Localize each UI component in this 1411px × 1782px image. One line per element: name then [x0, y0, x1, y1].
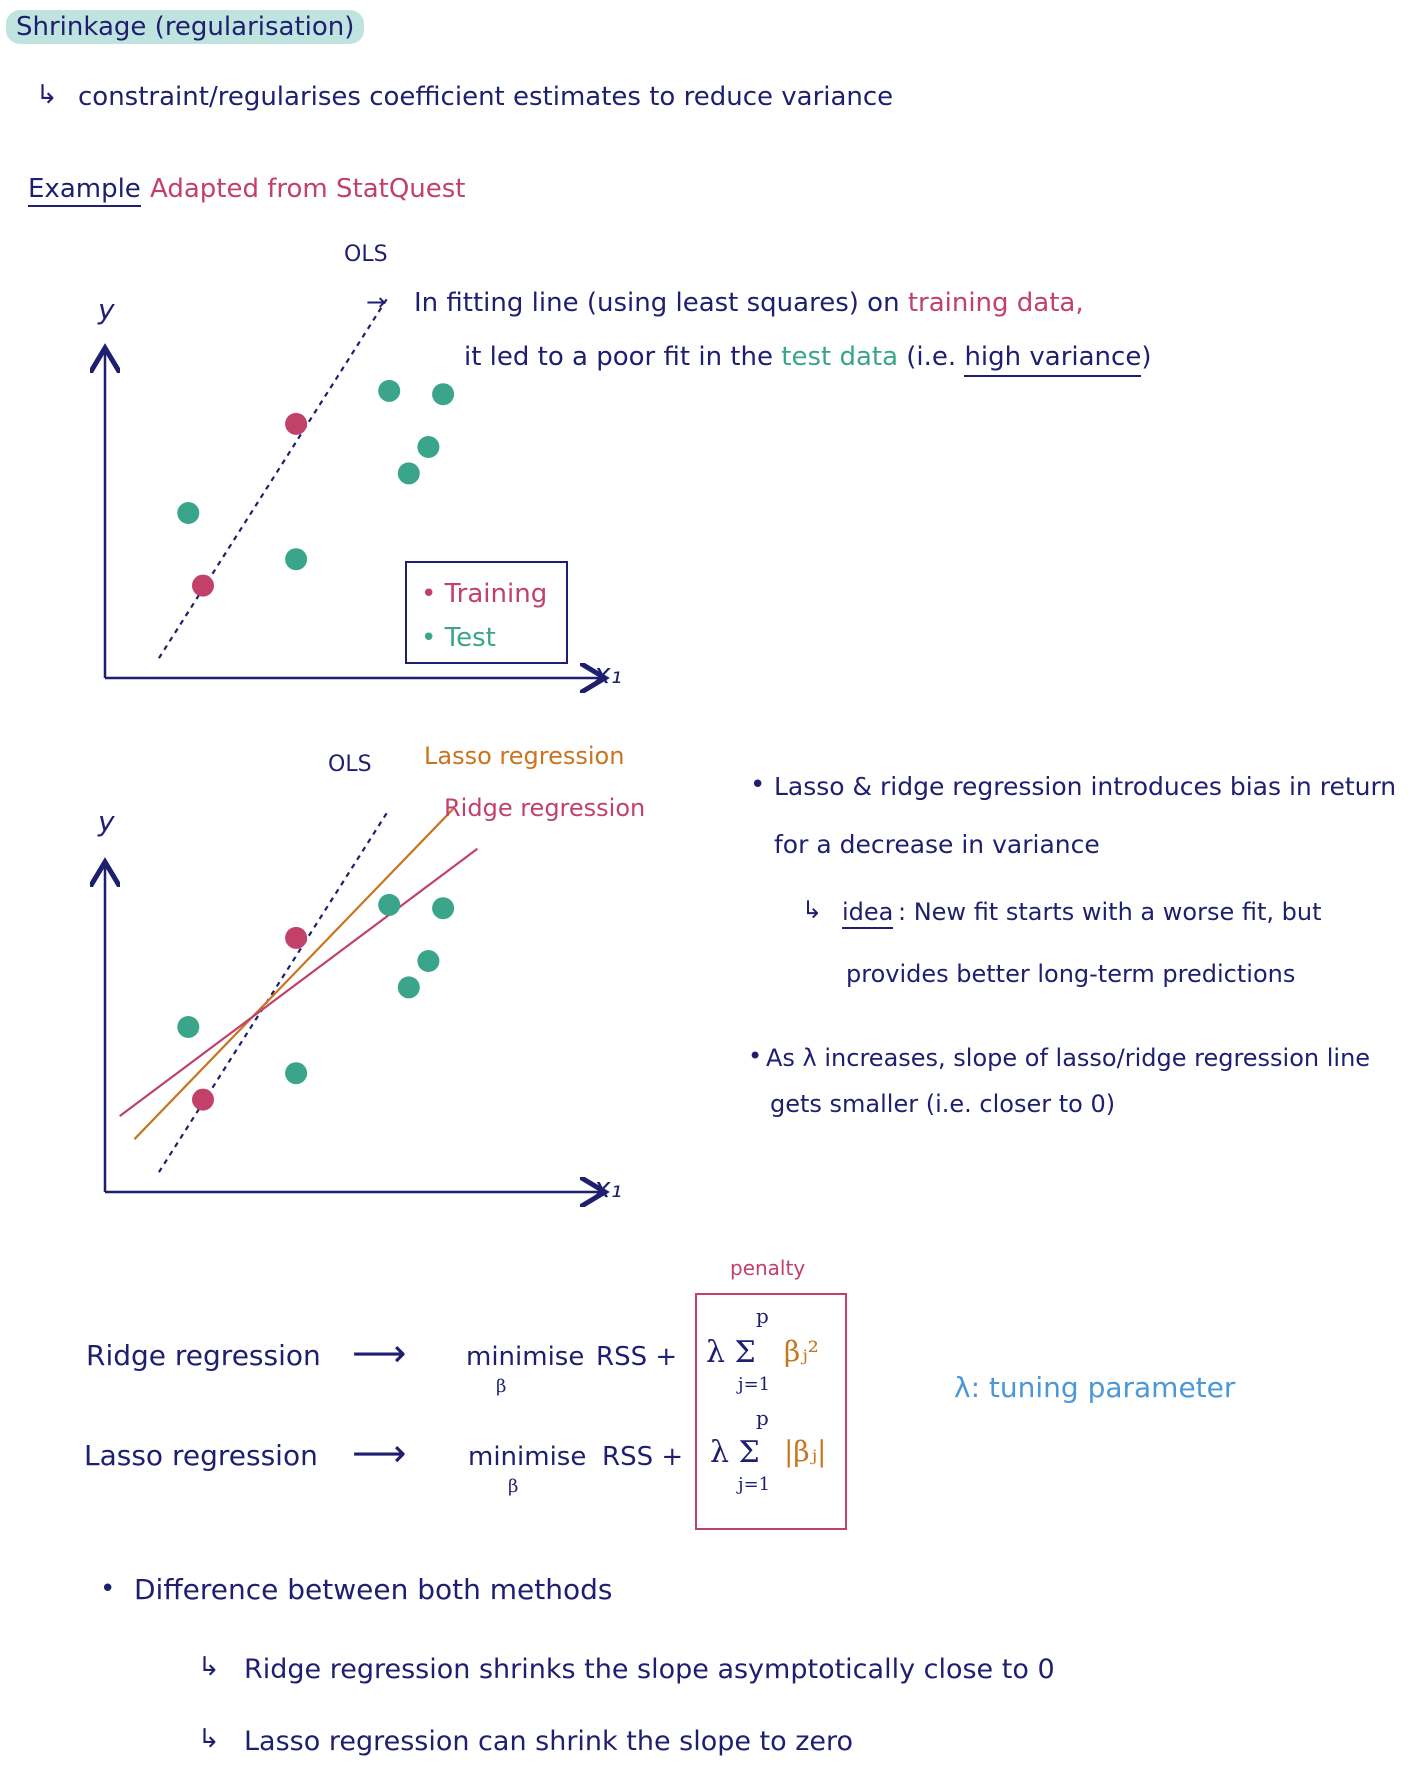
lasso-penalty-term: |βⱼ| [784, 1435, 827, 1468]
lasso-rss-plus: RSS + [602, 1442, 684, 1472]
legend-test-label: Test [444, 623, 496, 653]
ridge-minimise-sub: β [496, 1376, 507, 1397]
lasso-minimise: minimise [468, 1442, 587, 1472]
ridge-sum-bottom: j=1 [738, 1374, 771, 1395]
plot2-ols-line [159, 809, 389, 1172]
plot1-y-label: y [98, 293, 115, 326]
plot2-lasso-regression-line [134, 809, 453, 1139]
bullet2-line1: As λ increases, slope of lasso/ridge regression line [766, 1044, 1371, 1072]
plot1-note-line1 [414, 290, 1084, 316]
tuning-parameter: λ: tuning parameter [954, 1371, 1236, 1404]
legend-training-dot-icon: • [421, 579, 437, 609]
plot2-y-label: y [98, 805, 115, 838]
plot1-note-line1-b: training data, [907, 288, 1084, 318]
subtitle-arrow-icon: ↳ [36, 80, 58, 110]
idea-arrow-icon: ↳ [802, 896, 823, 924]
idea-line1: : New fit starts with a worse fit, but [898, 898, 1322, 926]
example-label: Example [28, 176, 141, 207]
example-source: Adapted from StatQuest [150, 174, 466, 204]
plot2-ridge-label: Ridge regression [444, 794, 646, 822]
difference-lasso-arrow-icon: ↳ [198, 1724, 220, 1754]
plot1-test-point-5 [417, 436, 439, 458]
legend-test-dot-icon: • [421, 623, 437, 653]
plot1-test-point-1 [177, 502, 199, 524]
plot2-test-point-5 [417, 950, 439, 972]
plot1-test-point-6 [398, 462, 420, 484]
plot1-x-label: x₁ [594, 657, 622, 690]
penalty-box [695, 1293, 847, 1530]
bullet2-dot-icon: • [748, 1042, 763, 1070]
lasso-lambda-sum: λ Σ [710, 1435, 760, 1470]
bullet2-line2: gets smaller (i.e. closer to 0) [770, 1090, 1116, 1118]
lasso-sum-top: p [756, 1406, 769, 1430]
lasso-sum-bottom: j=1 [738, 1474, 771, 1495]
plot1-ols-line [159, 295, 389, 658]
subtitle: constraint/regularises coefficient estimates to reduce variance [78, 82, 894, 112]
ridge-lambda-sum: λ Σ [706, 1335, 756, 1370]
plot1-note-line2-a: it led to a poor fit in the [464, 342, 782, 372]
ridge-arrow-icon: ⟶ [352, 1331, 407, 1375]
plot1-note-line2 [464, 344, 1151, 370]
page-title: Shrinkage (regularisation) [6, 10, 364, 44]
plot2-training-point-2 [285, 927, 307, 949]
plot2-test-point-2 [285, 1062, 307, 1084]
bullet1-line1: Lasso & ridge regression introduces bias in return [774, 772, 1397, 801]
plot1-note-line1-a: In fitting line (using least squares) on [414, 288, 908, 318]
difference-ridge-arrow-icon: ↳ [198, 1652, 220, 1682]
bullet1-line2: for a decrease in variance [774, 830, 1100, 859]
plot1-note-line2-c: (i.e. [898, 342, 965, 372]
plot2-lasso-label: Lasso regression [424, 742, 625, 770]
plot2-test-point-4 [432, 897, 454, 919]
idea-line2: provides better long-term predictions [846, 960, 1296, 988]
plot2-ols-label: OLS [328, 752, 372, 777]
plot1-note-line2-b: test data [781, 342, 899, 372]
plot1-training-point-2 [285, 413, 307, 435]
plot2-x-label: x₁ [594, 1171, 622, 1204]
plot1-ols-label: OLS [344, 242, 388, 267]
lasso-arrow-icon: ⟶ [352, 1431, 407, 1475]
difference-lasso-point: Lasso regression can shrink the slope to zero [244, 1726, 854, 1757]
lasso-minimise-sub: β [508, 1476, 519, 1497]
plot2-test-point-6 [398, 976, 420, 998]
plot1-note-arrow-icon: → [366, 288, 387, 316]
ridge-minimise: minimise [466, 1342, 585, 1372]
plot2-test-point-1 [177, 1016, 199, 1038]
difference-heading: Difference between both methods [134, 1573, 613, 1606]
plot2-training-point-1 [192, 1089, 214, 1111]
legend-row-test [421, 623, 496, 653]
plot1-training-point-1 [192, 575, 214, 597]
plot1-test-point-3 [378, 380, 400, 402]
ridge-rss-plus: RSS + [596, 1342, 678, 1372]
plot1-test-point-2 [285, 548, 307, 570]
ridge-penalty-term: βⱼ² [784, 1335, 819, 1368]
bullet1-dot-icon: • [750, 770, 766, 800]
difference-ridge-point: Ridge regression shrinks the slope asymptotically close to 0 [244, 1654, 1055, 1685]
penalty-label: penalty [730, 1256, 806, 1280]
ridge-sum-top: p [756, 1304, 769, 1328]
legend-row-training [421, 579, 547, 609]
idea-label: idea [842, 900, 893, 929]
plot1-test-point-4 [432, 383, 454, 405]
plot1-note-line2-e: ) [1141, 342, 1152, 372]
ridge-name: Ridge regression [86, 1339, 321, 1372]
plot2-test-point-3 [378, 894, 400, 916]
plot1-note-line2-d: high variance [964, 342, 1141, 377]
lasso-name: Lasso regression [84, 1439, 318, 1472]
difference-dot-icon: • [100, 1574, 116, 1604]
plot1-legend [405, 561, 568, 664]
legend-training-label: Training [444, 579, 548, 609]
